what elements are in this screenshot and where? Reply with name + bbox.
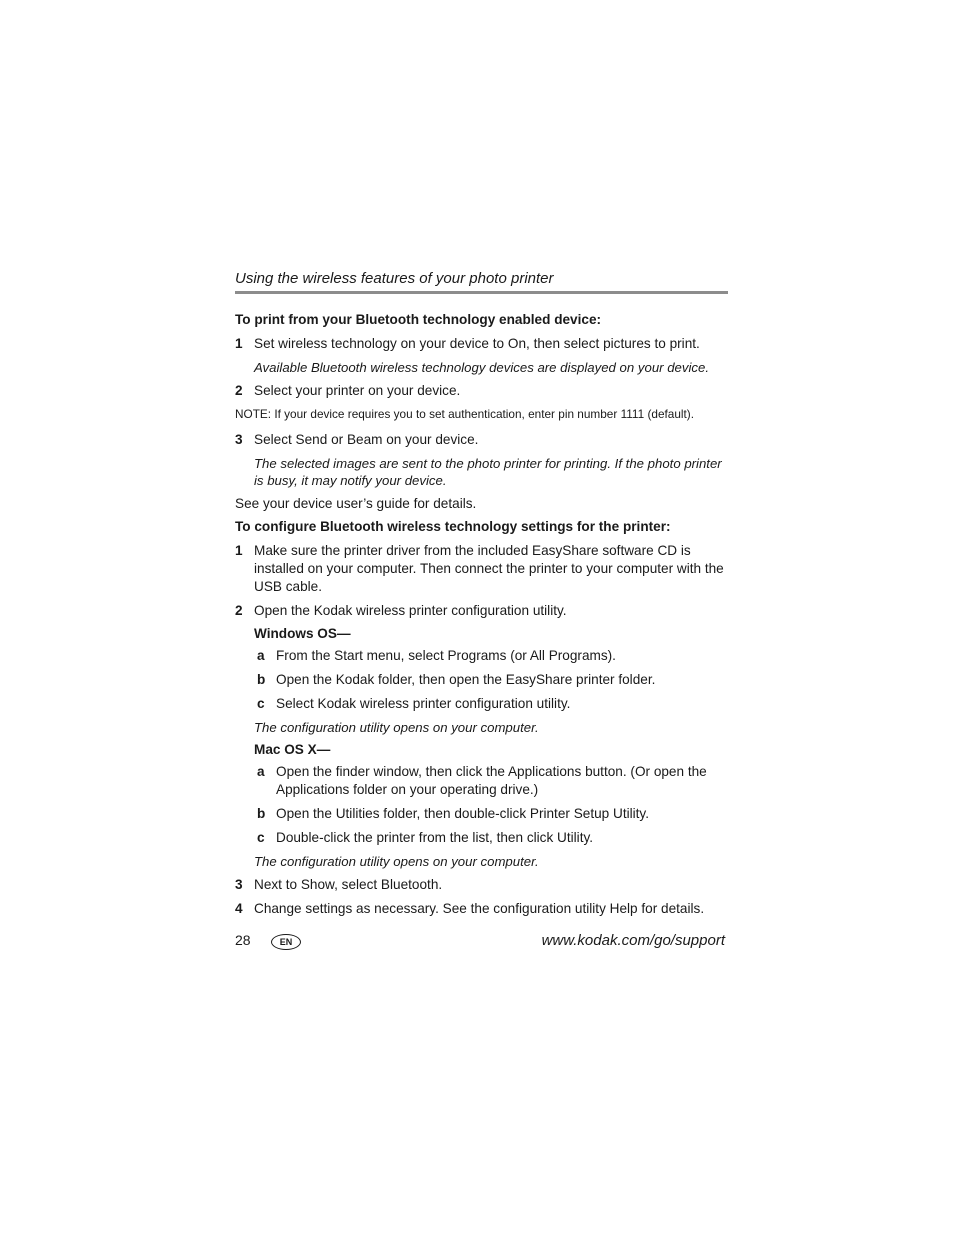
substep-text: Double-click the printer from the list, then click Utility. (276, 830, 594, 845)
substep-letter: c (257, 830, 265, 845)
step-text: Change settings as necessary. See the configuration utility Help for details. (254, 901, 705, 916)
step-text: Open the Kodak wireless printer configuration utility. (254, 603, 567, 618)
step-text: Select your printer on your device. (254, 383, 461, 398)
step-result: The selected images are sent to the photo printer for printing. If the photo printer is busy, it may notify your device. (254, 456, 722, 488)
step-number: 1 (235, 543, 243, 558)
step-result: Available Bluetooth wireless technology devices are displayed on your device. (254, 360, 709, 375)
step-number: 4 (235, 901, 243, 916)
substep-text: Open the Kodak folder, then open the EasyShare printer folder. (276, 672, 656, 687)
substep-letter: c (257, 696, 265, 711)
language-badge-icon: EN (271, 934, 301, 950)
step-number: 3 (235, 432, 243, 447)
substep-letter: a (257, 764, 265, 779)
step-number: 2 (235, 383, 243, 398)
step-text: Select Send or Beam on your device. (254, 432, 479, 447)
see-guide-text: See your device user’s guide for details. (235, 496, 477, 511)
step-number: 1 (235, 336, 243, 351)
substep-text: Open the finder window, then click the Applications button. (Or open the Applications folder on your operating drive.) (276, 764, 707, 797)
config-step-2 (235, 602, 728, 620)
windows-substep-b (235, 671, 728, 689)
step-text: Make sure the printer driver from the included EasyShare software CD is installed on your computer. Then connect the printer to your computer with the USB cable. (254, 543, 724, 594)
support-url: www.kodak.com/go/support (541, 932, 725, 949)
step-number: 3 (235, 877, 243, 892)
substep-letter: b (257, 806, 266, 821)
mac-result: The configuration utility opens on your computer. (254, 854, 539, 869)
windows-os-heading: Windows OS— (254, 626, 351, 641)
windows-substep-a (235, 647, 728, 665)
mac-substep-b (235, 805, 728, 823)
page-footer (235, 930, 725, 954)
section-heading-print: To print from your Bluetooth technology enabled device: (235, 312, 602, 327)
windows-substep-c (235, 695, 728, 713)
substep-letter: b (257, 672, 266, 687)
config-step-1 (235, 542, 728, 596)
config-step-4 (235, 900, 728, 918)
substep-text: Open the Utilities folder, then double-click Printer Setup Utility. (276, 806, 649, 821)
section-heading-configure: To configure Bluetooth wireless technology settings for the printer: (235, 519, 671, 534)
substep-text: From the Start menu, select Programs (or All Programs). (276, 648, 616, 663)
mac-os-heading: Mac OS X— (254, 742, 331, 757)
config-step-3 (235, 876, 728, 894)
step-number: 2 (235, 603, 243, 618)
step-text: Set wireless technology on your device to On, then select pictures to print. (254, 336, 700, 351)
page-number: 28 (235, 932, 251, 948)
running-head: Using the wireless features of your photo printer (235, 270, 728, 294)
mac-substep-c (235, 829, 728, 847)
step-text: Next to Show, select Bluetooth. (254, 877, 443, 892)
windows-result: The configuration utility opens on your computer. (254, 720, 539, 735)
manual-page (235, 270, 728, 924)
mac-substep-a (235, 763, 728, 799)
note: NOTE: If your device requires you to set authentication, enter pin number 1111 (default). (235, 407, 695, 421)
print-step-1 (235, 335, 728, 353)
substep-letter: a (257, 648, 265, 663)
print-step-2 (235, 382, 728, 400)
print-step-3 (235, 431, 728, 449)
substep-text: Select Kodak wireless printer configuration utility. (276, 696, 571, 711)
